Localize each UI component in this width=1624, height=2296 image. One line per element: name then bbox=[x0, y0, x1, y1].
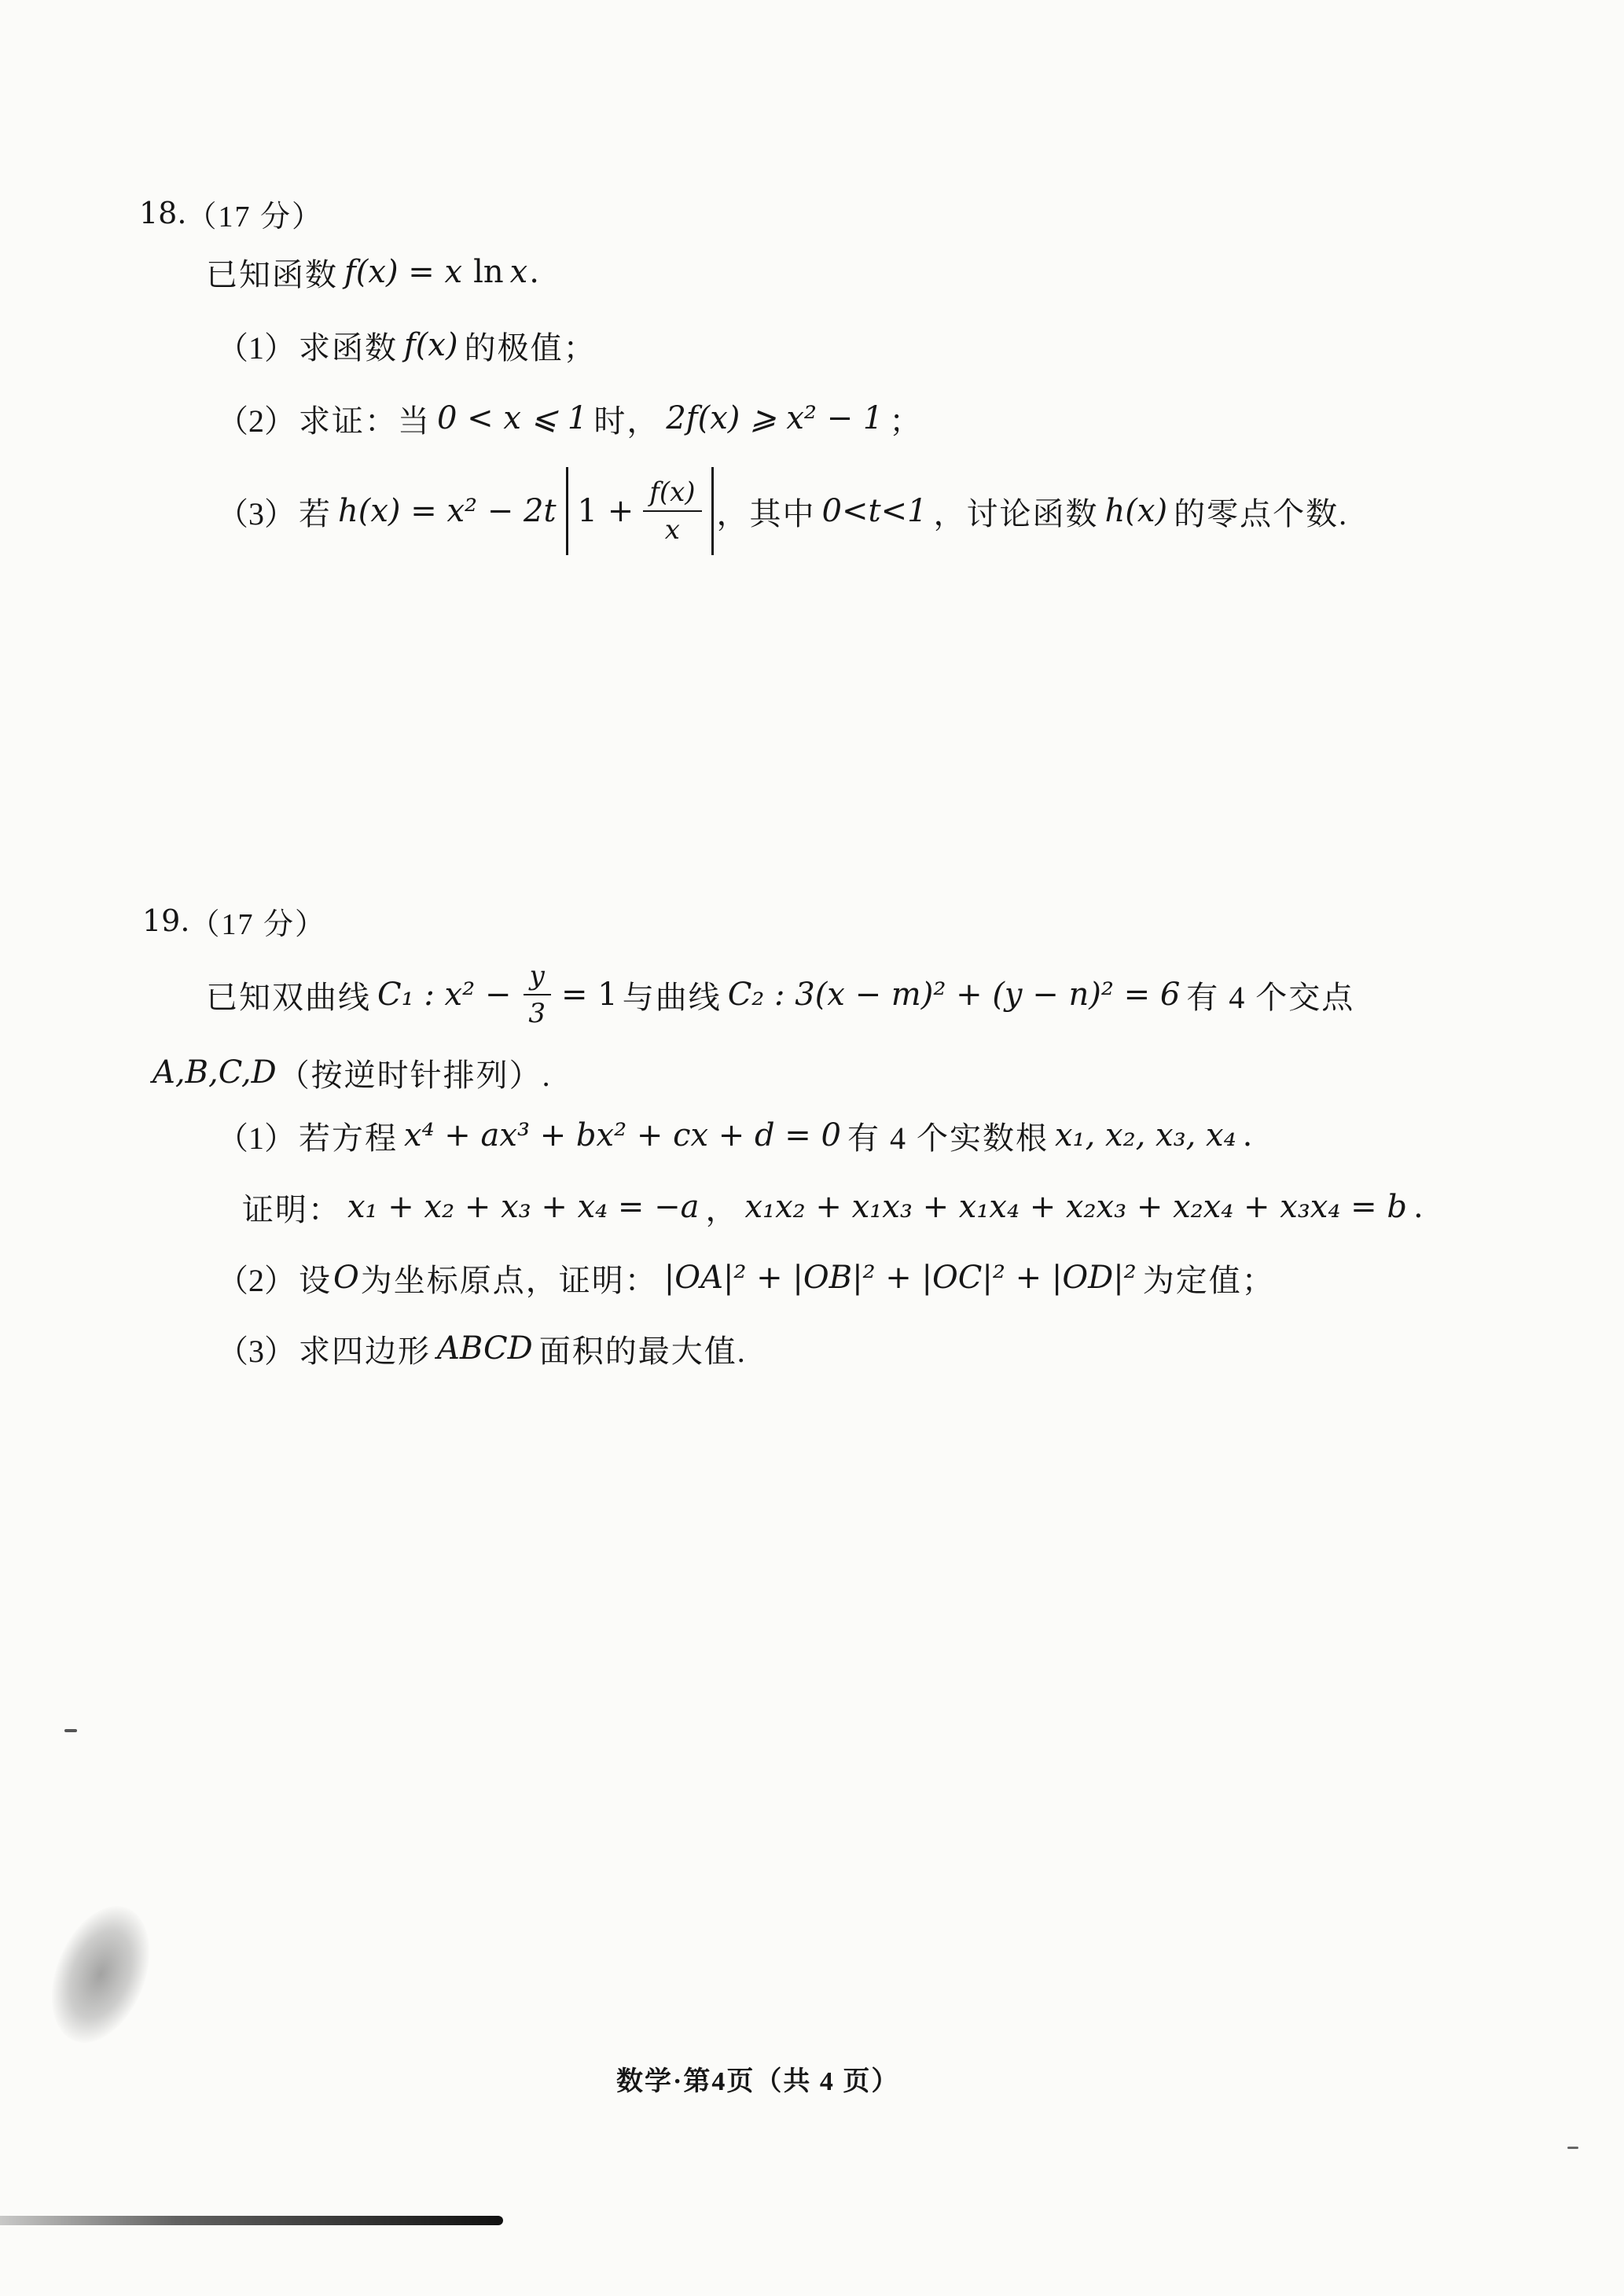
proof-formula-2: x₁x₂ + x₁x₃ + x₁x₄ + x₂x₃ + x₂x₄ + x₃x₄ = b bbox=[744, 1189, 1407, 1225]
part-text: 若方程 bbox=[299, 1120, 398, 1156]
stem-period: . bbox=[529, 254, 539, 290]
question-18-part-2 bbox=[217, 395, 922, 442]
part-condition: 0<t<1 bbox=[821, 493, 928, 529]
stem-text-end: 有 4 个交点 bbox=[1186, 979, 1355, 1015]
part-formula: f(x) bbox=[404, 327, 458, 363]
fraction-denominator: x bbox=[664, 514, 680, 546]
question-19-stem-line-2 bbox=[151, 1049, 552, 1096]
question-18-header bbox=[139, 189, 323, 237]
proof-separator: ， bbox=[705, 1191, 739, 1227]
question-18-stem bbox=[206, 248, 539, 296]
part-roots: x₁, x₂, x₃, x₄ bbox=[1054, 1117, 1236, 1154]
stem-text-mid: 与曲线 bbox=[622, 979, 722, 1015]
part-text-mid-2: ，讨论函数 bbox=[933, 495, 1099, 532]
part-text: 求证：当 bbox=[299, 403, 431, 439]
proof-label: 证明： bbox=[242, 1191, 341, 1227]
scan-mark-right bbox=[1567, 2147, 1578, 2149]
page-number: 数学·第4页（共 4 页） bbox=[616, 2066, 900, 2096]
part-text: 求四边形 bbox=[299, 1333, 431, 1369]
question-19-part-1-proof bbox=[242, 1183, 1424, 1231]
part-text: 设 bbox=[299, 1262, 332, 1298]
part-text-mid: 为坐标原点，证明： bbox=[360, 1262, 658, 1298]
question-points: （17 分） bbox=[189, 907, 326, 941]
part-formula: 2f(x) ⩾ x² − 1 bbox=[666, 400, 884, 436]
part-text-mid: 时， bbox=[593, 403, 660, 439]
fraction bbox=[643, 474, 701, 548]
question-19-part-2 bbox=[217, 1254, 1275, 1301]
question-18-part-1 bbox=[217, 322, 597, 369]
fraction-numerator: y bbox=[524, 958, 551, 995]
scan-edge-shadow bbox=[0, 2216, 503, 2225]
scan-smudge bbox=[33, 1892, 168, 2058]
question-number: 18. bbox=[139, 196, 187, 230]
absolute-value-expression bbox=[566, 467, 714, 555]
curve-c2-equation: C₂ : 3(x − m)² + (y − n)² = 6 bbox=[727, 977, 1181, 1013]
fraction bbox=[522, 958, 552, 1032]
part-text-mid: ，其中 bbox=[716, 495, 816, 532]
ln-operator: ln bbox=[473, 254, 504, 290]
question-number: 19. bbox=[142, 903, 190, 938]
part-label: （1） bbox=[217, 329, 296, 366]
question-19-part-3 bbox=[217, 1325, 747, 1372]
part-label: （2） bbox=[217, 1262, 296, 1298]
abs-prefix: 1 + bbox=[577, 493, 634, 529]
intersection-points: A,B,C,D bbox=[152, 1054, 277, 1091]
stem-text: 已知双曲线 bbox=[206, 979, 371, 1015]
fraction-numerator: f(x) bbox=[643, 474, 701, 512]
question-19-part-1 bbox=[217, 1112, 1252, 1159]
part-text-end: . bbox=[1242, 1117, 1253, 1154]
part-text-end: 面积的最大值. bbox=[538, 1333, 747, 1369]
part-label: （1） bbox=[217, 1120, 296, 1156]
part-formula: x⁴ + ax³ + bx² + cx + d = 0 bbox=[404, 1117, 841, 1154]
page-footer bbox=[616, 2055, 899, 2102]
scan-mark bbox=[64, 1729, 77, 1732]
question-18-part-3 bbox=[217, 464, 1348, 558]
function-definition: f(x) = x bbox=[344, 254, 463, 290]
stem-text: 已知函数 bbox=[206, 256, 338, 293]
curve-c1-lhs: C₁ : x² − bbox=[377, 977, 512, 1013]
part-text-end: 的极值； bbox=[464, 329, 597, 366]
origin-symbol: O bbox=[333, 1260, 359, 1296]
part-text-end: 为定值； bbox=[1142, 1262, 1275, 1298]
part-formula-lhs: h(x) = x² − 2t bbox=[338, 493, 557, 529]
stem-text-end: （按逆时针排列）. bbox=[277, 1057, 552, 1093]
part-formula: h(x) bbox=[1104, 493, 1168, 529]
part-text-end: ； bbox=[889, 403, 923, 439]
part-text: 若 bbox=[299, 495, 332, 532]
part-label: （3） bbox=[217, 495, 296, 532]
part-label: （2） bbox=[217, 403, 296, 439]
question-19-header bbox=[142, 897, 326, 944]
proof-period: . bbox=[1413, 1189, 1424, 1225]
curve-c1-rhs: = 1 bbox=[561, 977, 618, 1013]
quadrilateral-name: ABCD bbox=[437, 1330, 533, 1367]
function-argument: x bbox=[509, 254, 528, 290]
question-points: （17 分） bbox=[186, 200, 323, 234]
part-text-mid: 有 4 个实数根 bbox=[847, 1120, 1049, 1156]
part-condition: 0 < x ⩽ 1 bbox=[437, 400, 588, 436]
part-label: （3） bbox=[217, 1333, 296, 1369]
proof-formula-1: x₁ + x₂ + x₃ + x₄ = −a bbox=[347, 1189, 700, 1225]
part-formula: |OA|² + |OB|² + |OC|² + |OD|² bbox=[663, 1260, 1137, 1296]
question-19-stem bbox=[206, 951, 1354, 1038]
part-text-end: 的零点个数. bbox=[1174, 495, 1349, 532]
part-text: 求函数 bbox=[299, 329, 398, 366]
fraction-denominator: 3 bbox=[528, 998, 546, 1029]
